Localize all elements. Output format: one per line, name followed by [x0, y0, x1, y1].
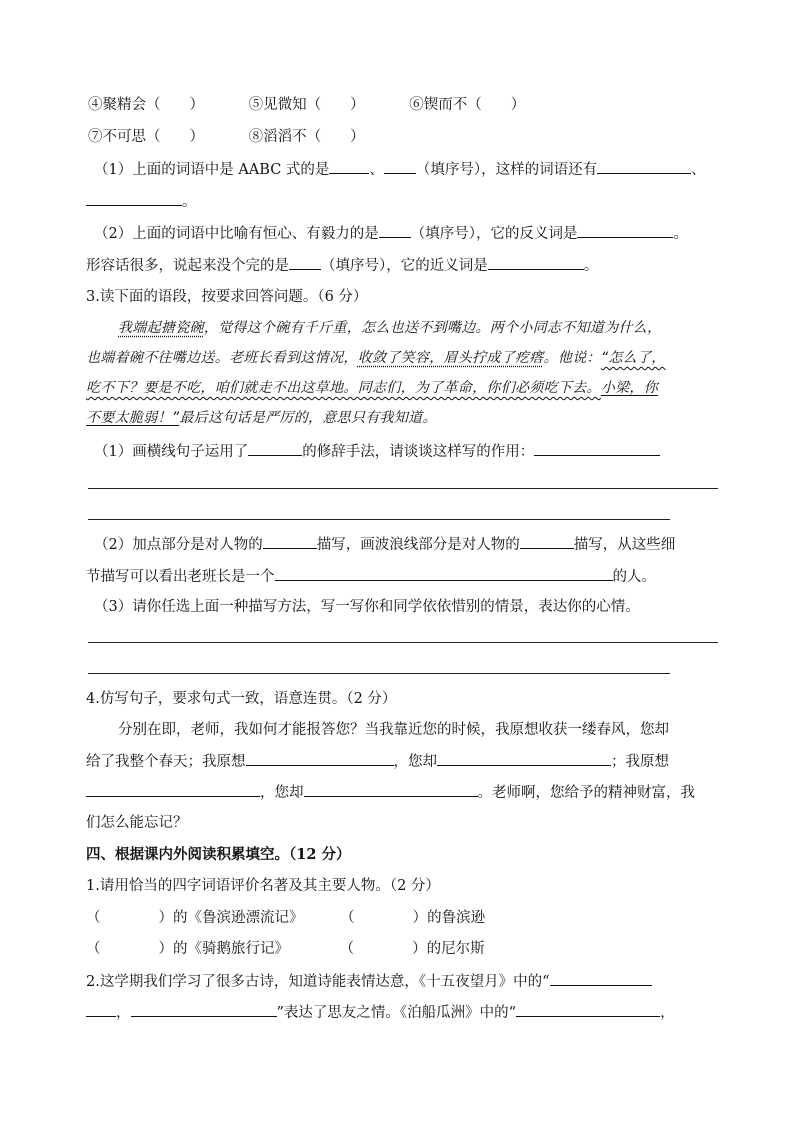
q4-line-3: ，您却 。老师啊，您给予的精神财富，我: [86, 782, 695, 803]
q2-part2-line2: 形容话很多，说起来没个完的是 （填序号），它的近义词是 。: [86, 255, 598, 276]
dotted-phrase: 我端起搪瓷碗: [118, 320, 204, 336]
answer-blank[interactable]: [248, 441, 302, 456]
answer-blank[interactable]: [86, 1002, 116, 1017]
q3-sub2-line1: （2）加点部分是对人物的 描写，画波浪线部分是对人物的 描写，从这些细: [94, 534, 675, 555]
answer-line[interactable]: [88, 642, 718, 643]
idiom-6: ⑥锲而不（ ）: [409, 97, 526, 113]
blank-parens[interactable]: （ ）的《鲁滨逊漂流记》: [86, 910, 304, 926]
idiom-5: ⑤见微知（ ）: [248, 97, 365, 113]
q3-heading: 3.读下面的语段，按要求回答问题。（6 分）: [86, 289, 368, 305]
answer-blank[interactable]: [289, 255, 321, 270]
q2-part1-line2: 。: [86, 191, 197, 212]
answer-line[interactable]: [88, 519, 670, 520]
idiom-7: ⑦不可思（ ）: [88, 129, 204, 145]
underlined-phrase: 不要太脆弱！”: [86, 410, 180, 426]
q3-sub2-line2: 节描写可以看出老班长是一个 的人。: [86, 566, 656, 587]
answer-blank[interactable]: [263, 534, 317, 549]
answer-blank[interactable]: [516, 1002, 660, 1017]
idiom-row-1: [88, 95, 525, 115]
answer-blank[interactable]: [304, 782, 478, 797]
idiom-row-2: [88, 127, 365, 147]
wavy-phrase: “怎么了，: [600, 350, 666, 366]
blank-parens[interactable]: （ ）的鲁滨逊: [340, 910, 486, 926]
answer-blank[interactable]: [86, 782, 260, 797]
blank-parens[interactable]: （ ）的《骑鹅旅行记》: [86, 941, 289, 957]
section4-q2-line1: 2.这学期我们学习了很多古诗，知道诗能表情达意，《十五夜望月》中的“: [86, 971, 652, 992]
answer-line[interactable]: [88, 488, 718, 489]
answer-blank[interactable]: [520, 534, 574, 549]
idiom-8: ⑧滔滔不（ ）: [248, 129, 365, 145]
answer-blank[interactable]: [488, 255, 584, 270]
passage-line-2: 也端着碗不往嘴边送。老班长看到这情况，收敛了笑容，眉头拧成了疙瘩。他说：“怎么了，: [86, 350, 666, 366]
passage-line-1: 我端起搪瓷碗，觉得这个碗有千斤重，怎么也送不到嘴边。两个小同志不知道为什么，: [118, 320, 662, 336]
q3-sub3: （3）请你任选上面一种描写方法，写一写你和同学依依惜别的情景，表达你的心情。: [94, 599, 640, 615]
answer-blank[interactable]: [597, 159, 691, 174]
q4-line-4: 们怎么能忘记？: [86, 815, 188, 831]
answer-blank[interactable]: [437, 751, 611, 766]
section4-q2-line2: ， ”表达了思友之情。《泊船瓜洲》中的“ ，: [86, 1002, 675, 1023]
answer-line[interactable]: [88, 673, 670, 674]
answer-blank[interactable]: [131, 1002, 277, 1017]
section4-row-2: [86, 939, 485, 959]
q3-sub1: （1）画横线句子运用了 的修辞手法，请谈谈这样写的作用：: [94, 441, 660, 462]
passage-line-4: 不要太脆弱！”最后这句话是严厉的，意思只有我知道。: [86, 410, 437, 426]
answer-blank[interactable]: [275, 566, 613, 581]
section4-q1: 1.请用恰当的四字词语评价名著及其主要人物。（2 分）: [86, 878, 440, 894]
idiom-4: ④聚精会（ ）: [88, 97, 204, 113]
q4-line-2: 给了我整个春天；我原想 ，您却 ；我原想: [86, 751, 669, 772]
q2-part1-line1: （1）上面的词语中是 AABC 式的是 、 （填序号），这样的词语还有 、: [94, 159, 706, 180]
answer-blank[interactable]: [246, 751, 394, 766]
q2-part2-line1: （2）上面的词语中比喻有恒心、有毅力的是 （填序号），它的反义词是 。: [94, 223, 688, 244]
blank-parens[interactable]: （ ）的尼尔斯: [339, 941, 485, 957]
answer-blank[interactable]: [384, 159, 416, 174]
passage-line-3: [86, 378, 658, 398]
q4-heading: 4.仿写句子，要求句式一致，语意连贯。（2 分）: [86, 691, 397, 707]
section4-row-1: [86, 908, 485, 928]
wavy-phrase: 吃不下？要是不吃，咱们就走不出这草地。同志们，为了革命，你们必须吃下去。: [86, 380, 601, 396]
answer-blank[interactable]: [577, 223, 673, 238]
answer-blank[interactable]: [86, 191, 182, 206]
answer-blank[interactable]: [379, 223, 411, 238]
answer-blank[interactable]: [329, 159, 369, 174]
section-4-heading: 四、根据课内外阅读积累填空。（12 分）: [86, 846, 351, 863]
dotted-phrase: 收敛了笑容，眉头拧成了疙瘩: [357, 350, 544, 366]
answer-blank[interactable]: [534, 441, 660, 456]
q4-line-1: 分别在即，老师，我如何才能报答您？当我靠近您的时候，我原想收获一缕春风，您却: [118, 722, 669, 738]
underlined-phrase: 小梁，你: [600, 380, 659, 396]
answer-blank[interactable]: [550, 971, 652, 986]
